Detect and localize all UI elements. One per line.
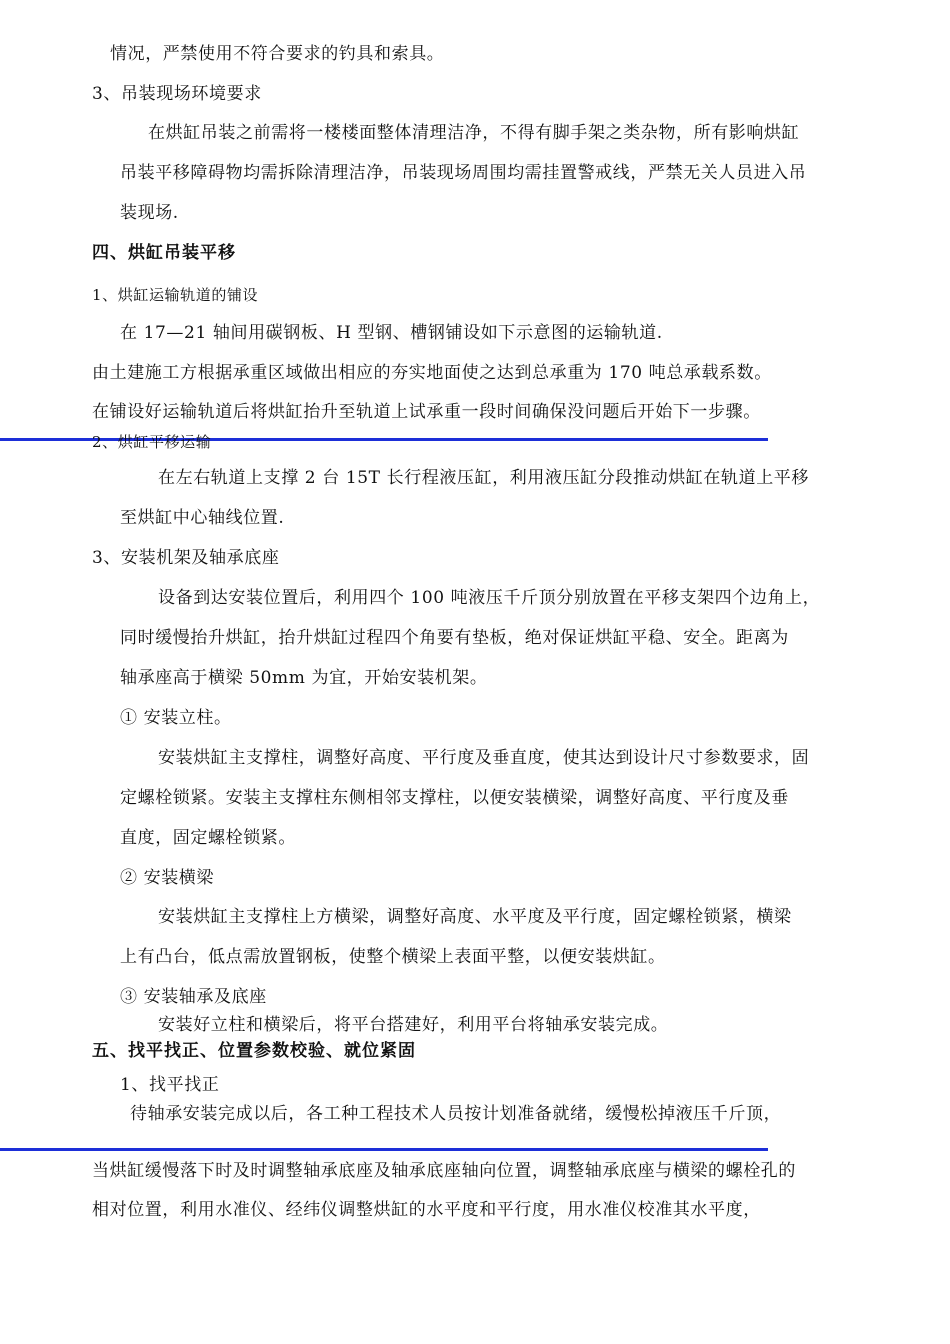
paragraph-line: 在铺设好运输轨道后将烘缸抬升至轨道上试承重一段时间确保没问题后开始下一步骤。 (92, 402, 761, 422)
subheading: 1、找平找正 (120, 1075, 220, 1095)
paragraph-line: 安装好立柱和横梁后，将平台搭建好，利用平台将轴承安装完成。 (158, 1015, 669, 1035)
paragraph-line: 在 17—21 轴间用碳钢板、H 型钢、槽钢铺设如下示意图的运输轨道. (120, 323, 663, 343)
paragraph-line: 定螺栓锁紧。安装主支撑柱东侧相邻支撑柱，以便安装横梁，调整好高度、平行度及垂 (120, 788, 789, 808)
paragraph-line: 上有凸台，低点需放置钢板，使整个横梁上表面平整，以便安装烘缸。 (120, 947, 666, 967)
paragraph-line: 装现场. (120, 203, 179, 223)
list-item: ③ 安装轴承及底座 (120, 987, 267, 1007)
page-break-rule (0, 1148, 768, 1151)
list-item: ① 安装立柱。 (120, 708, 232, 728)
paragraph-line: 吊装平移障碍物均需拆除清理洁净，吊装现场周围均需挂置警戒线，严禁无关人员进入吊 (120, 163, 807, 183)
paragraph-line: 至烘缸中心轴线位置. (120, 508, 285, 528)
subheading: 3、吊装现场环境要求 (92, 84, 262, 104)
paragraph-line: 安装烘缸主支撑柱，调整好高度、平行度及垂直度，使其达到设计尺寸参数要求，固 (158, 748, 810, 768)
paragraph-line: 安装烘缸主支撑柱上方横梁，调整好高度、水平度及平行度，固定螺栓锁紧，横梁 (158, 907, 792, 927)
paragraph-line: 待轴承安装完成以后，各工种工程技术人员按计划准备就绪，缓慢松掉液压千斤顶， (130, 1104, 782, 1124)
paragraph-line: 当烘缸缓慢落下时及时调整轴承底座及轴承底座轴向位置，调整轴承底座与横梁的螺栓孔的 (92, 1161, 796, 1181)
paragraph-line: 情况，严禁使用不符合要求的钓具和索具。 (110, 44, 445, 64)
paragraph-line: 相对位置，利用水准仪、经纬仪调整烘缸的水平度和平行度，用水准仪校准其水平度， (92, 1200, 761, 1220)
paragraph-line: 直度，固定螺栓锁紧。 (120, 828, 296, 848)
paragraph-line: 轴承座高于横梁 50mm 为宜，开始安装机架。 (120, 668, 488, 688)
paragraph-line: 在左右轨道上支撑 2 台 15T 长行程液压缸，利用液压缸分段推动烘缸在轨道上平移 (158, 468, 809, 488)
paragraph-line: 在烘缸吊装之前需将一楼楼面整体清理洁净，不得有脚手架之类杂物，所有影响烘缸 (148, 123, 800, 143)
paragraph-line: 由土建施工方根据承重区域做出相应的夯实地面使之达到总承重为 170 吨总承载系数。 (92, 363, 772, 383)
section-heading: 四、烘缸吊装平移 (92, 243, 236, 263)
subheading: 3、安装机架及轴承底座 (92, 548, 280, 568)
subheading: 1、烘缸运输轨道的铺设 (92, 286, 259, 304)
list-item: ② 安装横梁 (120, 868, 215, 888)
paragraph-line: 设备到达安装位置后，利用四个 100 吨液压千斤顶分别放置在平移支架四个边角上， (158, 588, 821, 608)
section-heading: 五、找平找正、位置参数校验、就位紧固 (92, 1041, 416, 1061)
paragraph-line: 同时缓慢抬升烘缸，抬升烘缸过程四个角要有垫板，绝对保证烘缸平稳、安全。距离为 (120, 628, 789, 648)
subheading: 2、烘缸平移运输 (92, 433, 212, 451)
